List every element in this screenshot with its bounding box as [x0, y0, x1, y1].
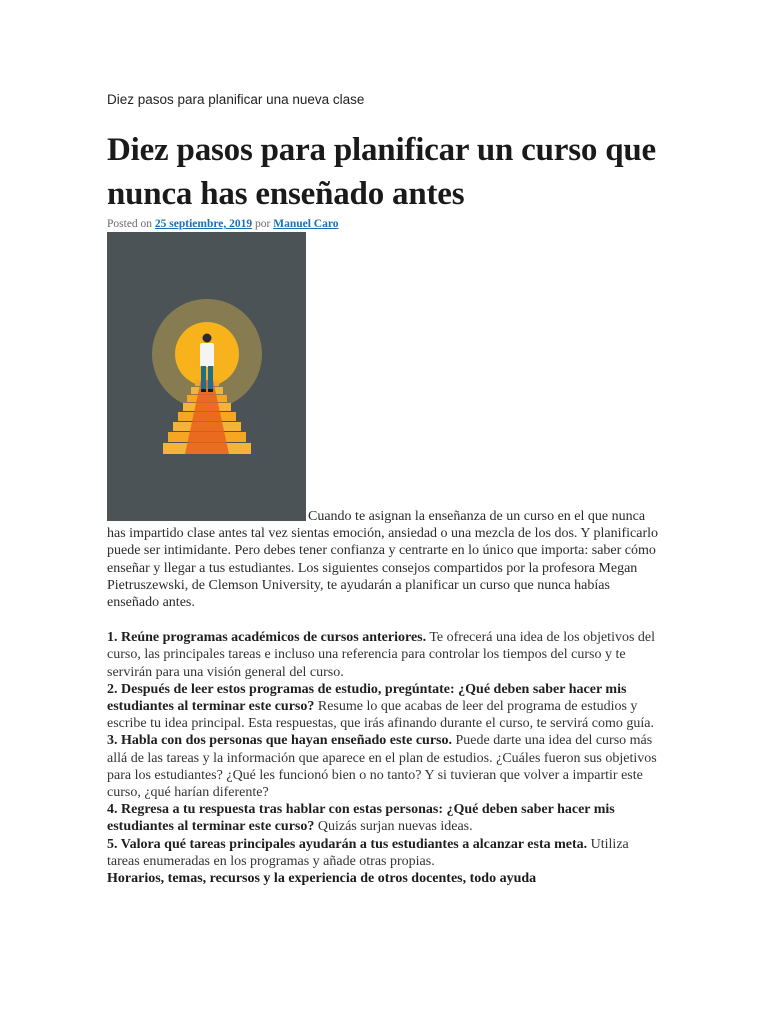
step-text: Te ofrecerá una idea de los objetivos del curso, las principales tareas e incluso una referencia para controlar los tiempos del curso y te servirán para una visión general del curso.	[107, 630, 656, 680]
step-item	[107, 629, 659, 681]
step-text: Utiliza tareas enumeradas en los programas y añade otras propias.	[107, 836, 629, 869]
step-item	[107, 732, 659, 801]
stairs-to-light-illustration-icon	[107, 232, 306, 521]
post-meta	[107, 218, 339, 230]
steps-list	[107, 611, 659, 887]
article-title: Diez pasos para planificar un curso que nunca has enseñado antes	[107, 132, 656, 212]
step-heading: 5. Valora qué tareas principales ayudarán a tus estudiantes a alcanzar esta meta.	[107, 836, 588, 852]
post-date-link[interactable]: 25 septiembre, 2019	[154, 218, 253, 230]
step-heading: 1. Reúne programas académicos de cursos anteriores.	[107, 630, 427, 646]
document-header: Diez pasos para planificar una nueva clase	[107, 92, 365, 107]
step-item	[107, 836, 659, 870]
step-item	[107, 681, 659, 733]
step-heading: 4. Regresa a tu respuesta tras hablar con estas personas: ¿Qué deben saber hacer mis estudiantes al terminar este curso?	[107, 802, 615, 835]
step-text: Puede darte una idea del curso más allá de las tareas y la información que aparece en el plan de estudios. ¿Cuáles fueron sus objetivos para los estudiantes? ¿Qué les funcionó bien o no tanto? Y si tuvieran que volver a impartir este curso, ¿qué harían diferente?	[107, 733, 657, 801]
hero-image	[107, 232, 306, 521]
step-text: Quizás surjan nuevas ideas.	[314, 819, 473, 835]
posted-on-label: Posted on	[107, 218, 153, 230]
author-link[interactable]: Manuel Caro	[273, 218, 339, 230]
step-heading: 3. Habla con dos personas que hayan enseñado este curso.	[107, 733, 452, 749]
by-label: por	[255, 218, 271, 230]
step-text: Resume lo que acabas de leer del programa de estudios y escribe tu idea principal. Esta respuestas, que irás afinando durante el curso, te servirá como guía.	[107, 699, 654, 732]
step-heading: 2. Después de leer estos programas de estudio, pregúntate: ¿Qué deben saber hacer mis estudiantes al terminar este curso?	[107, 681, 627, 715]
article-body	[107, 232, 659, 887]
intro-paragraph: Cuando te asignan la enseñanza de un curso en el que nunca has impartido clase antes tal vez sientas emoción, ansiedad o una mezcla de los dos. Y planificarlo puede ser intimidante. Pero debes tener confianza y centrarte en lo único que importa: saber cómo enseñar y llegar a tus estudiantes. Los siguientes consejos compartidos por la profesora Megan Pietruszewski, de Clemson University, te ayudarán a planificar un curso que nunca habías enseñado antes.	[107, 509, 658, 611]
section-subheading: Horarios, temas, recursos y la experiencia de otros docentes, todo ayuda	[107, 871, 537, 887]
step-item	[107, 801, 659, 835]
